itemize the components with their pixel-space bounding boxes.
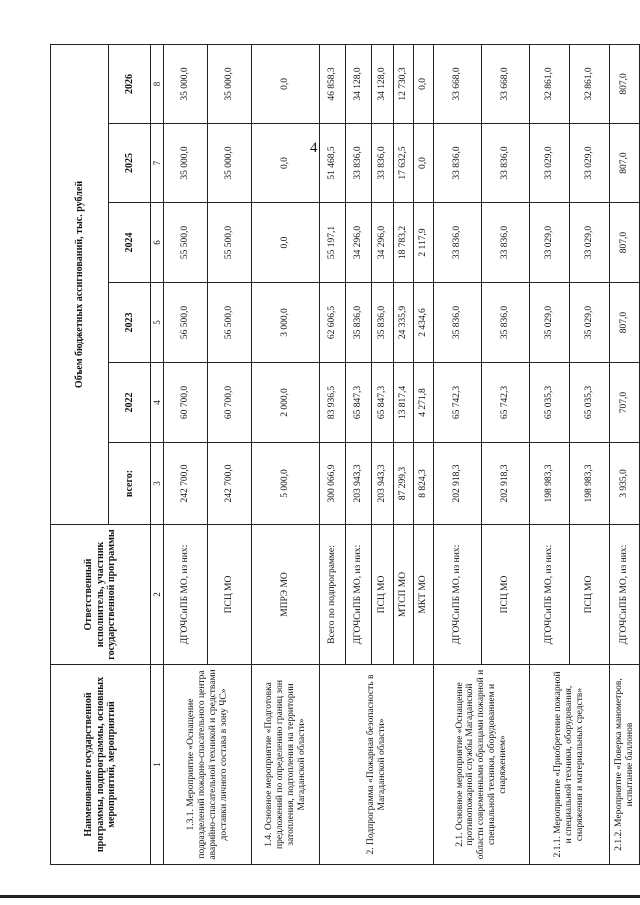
- amount-cell: 35 836,0: [482, 283, 530, 363]
- amount-cell: 60 700,0: [208, 363, 252, 443]
- executor-cell: МКТ МО: [414, 525, 434, 665]
- rotated-table-wrapper: [50, 45, 635, 865]
- amount-cell: 33 836,0: [372, 124, 394, 203]
- amount-cell: 65 847,3: [346, 363, 372, 443]
- amount-cell: 203 943,3: [346, 443, 372, 525]
- amount-cell: 56 500,0: [208, 283, 252, 363]
- amount-cell: 35 836,0: [372, 283, 394, 363]
- amount-cell: 55 500,0: [164, 203, 208, 283]
- executor-cell: ПСЦ МО: [570, 525, 610, 665]
- budget-table: [50, 44, 640, 865]
- amount-cell: 33 029,0: [530, 203, 570, 283]
- amount-cell: 33 668,0: [482, 44, 530, 123]
- amount-cell: 87 299,3: [394, 443, 414, 525]
- activity-name: 2.1. Основное мероприятие «Оснащение противопожарной службы Магаданской области современными образцами пожарной и специальной техники, оборудованием и снаряжением»: [434, 665, 530, 865]
- header-year: 2023: [109, 283, 151, 363]
- executor-cell: Всего по подпрограмме:: [320, 525, 346, 665]
- table-body: [164, 44, 640, 864]
- amount-cell: 202 918,3: [434, 443, 482, 525]
- amount-cell: 0,0: [252, 44, 320, 123]
- amount-cell: 35 029,0: [530, 283, 570, 363]
- amount-cell: 33 836,0: [346, 124, 372, 203]
- amount-cell: 2 000,0: [252, 363, 320, 443]
- header-year: 2025: [109, 124, 151, 203]
- amount-cell: 18 783,2: [394, 203, 414, 283]
- table-row: [530, 44, 570, 864]
- executor-cell: ДГОЧСиПБ МО, из них:: [610, 525, 640, 665]
- executor-cell: ПСЦ МО: [372, 525, 394, 665]
- amount-cell: 51 468,5: [320, 124, 346, 203]
- amount-cell: 56 500,0: [164, 283, 208, 363]
- amount-cell: 807,0: [610, 203, 640, 283]
- activity-name: 2. Подпрограмма «Пожарная безопасность в Магаданской области»: [320, 665, 434, 865]
- activity-name: 2.1.1. Мероприятие «Приобретение пожарной и специальной техники, оборудования, снаряжения и материальных средств»: [530, 665, 610, 865]
- header-executor: Ответственный исполнитель, участник государственной программы: [51, 525, 151, 665]
- amount-cell: 0,0: [252, 124, 320, 203]
- amount-cell: 807,0: [610, 124, 640, 203]
- amount-cell: 65 035,3: [530, 363, 570, 443]
- column-index: 2: [151, 525, 164, 665]
- column-index: 1: [151, 665, 164, 865]
- amount-cell: 33 029,0: [570, 203, 610, 283]
- amount-cell: 5 000,0: [252, 443, 320, 525]
- amount-cell: 83 936,5: [320, 363, 346, 443]
- header-year: 2026: [109, 44, 151, 123]
- amount-cell: 65 847,3: [372, 363, 394, 443]
- column-index-row: [151, 44, 164, 864]
- amount-cell: 8 824,3: [414, 443, 434, 525]
- amount-cell: 62 606,5: [320, 283, 346, 363]
- amount-cell: 34 296,0: [372, 203, 394, 283]
- column-index: 3: [151, 443, 164, 525]
- amount-cell: 35 836,0: [346, 283, 372, 363]
- amount-cell: 35 836,0: [434, 283, 482, 363]
- amount-cell: 35 029,0: [570, 283, 610, 363]
- amount-cell: 707,0: [610, 363, 640, 443]
- amount-cell: 55 197,1: [320, 203, 346, 283]
- executor-cell: ДГОЧСиПБ МО, из них:: [530, 525, 570, 665]
- amount-cell: 17 632,5: [394, 124, 414, 203]
- amount-cell: 33 836,0: [434, 124, 482, 203]
- column-index: 8: [151, 44, 164, 123]
- amount-cell: 0,0: [414, 124, 434, 203]
- amount-cell: 242 700,0: [164, 443, 208, 525]
- amount-cell: 807,0: [610, 283, 640, 363]
- amount-cell: 33 836,0: [434, 203, 482, 283]
- header-year: 2022: [109, 363, 151, 443]
- amount-cell: 33 029,0: [570, 124, 610, 203]
- amount-cell: 34 128,0: [372, 44, 394, 123]
- header-budget: Объем бюджетных ассигнований, тыс. рублей: [51, 44, 109, 524]
- executor-cell: ДГОЧСиПБ МО, из них:: [164, 525, 208, 665]
- activity-name: 1.3.1. Мероприятие «Оснащение подразделений пожарно-спасательного центра аварийно-спасательной техникой и средствами доставки личного состава в зону ЧС»: [164, 665, 252, 865]
- page-number: 4: [310, 140, 318, 156]
- amount-cell: 203 943,3: [372, 443, 394, 525]
- amount-cell: 807,0: [610, 44, 640, 123]
- column-index: 6: [151, 203, 164, 283]
- amount-cell: 55 500,0: [208, 203, 252, 283]
- amount-cell: 34 128,0: [346, 44, 372, 123]
- amount-cell: 13 817,4: [394, 363, 414, 443]
- amount-cell: 35 000,0: [164, 44, 208, 123]
- amount-cell: 33 668,0: [434, 44, 482, 123]
- executor-cell: МТСП МО: [394, 525, 414, 665]
- amount-cell: 33 836,0: [482, 124, 530, 203]
- amount-cell: 33 029,0: [530, 124, 570, 203]
- amount-cell: 65 035,3: [570, 363, 610, 443]
- executor-cell: ДГОЧСиПБ МО, из них:: [434, 525, 482, 665]
- amount-cell: 34 296,0: [346, 203, 372, 283]
- table-row: [434, 44, 482, 864]
- amount-cell: 46 858,3: [320, 44, 346, 123]
- amount-cell: 32 861,0: [530, 44, 570, 123]
- header-year: 2024: [109, 203, 151, 283]
- amount-cell: 0,0: [414, 44, 434, 123]
- column-index: 7: [151, 124, 164, 203]
- amount-cell: 65 742,3: [482, 363, 530, 443]
- table-row: [164, 44, 208, 864]
- amount-cell: 24 335,9: [394, 283, 414, 363]
- header-total: всего:: [109, 443, 151, 525]
- activity-name: 1.4. Основное мероприятие «Подготовка предложений по определению границ зон затопления, подтопления на территории Магаданской области»: [252, 665, 320, 865]
- amount-cell: 198 983,3: [530, 443, 570, 525]
- amount-cell: 2 117,9: [414, 203, 434, 283]
- amount-cell: 242 700,0: [208, 443, 252, 525]
- executor-cell: МПРЭ МО: [252, 525, 320, 665]
- table-row: [320, 44, 346, 864]
- column-index: 4: [151, 363, 164, 443]
- amount-cell: 202 918,3: [482, 443, 530, 525]
- executor-cell: ПСЦ МО: [208, 525, 252, 665]
- table-row: [252, 44, 320, 864]
- amount-cell: 35 000,0: [164, 124, 208, 203]
- amount-cell: 198 983,3: [570, 443, 610, 525]
- amount-cell: 12 730,3: [394, 44, 414, 123]
- amount-cell: 4 271,8: [414, 363, 434, 443]
- amount-cell: 35 000,0: [208, 124, 252, 203]
- amount-cell: 3 000,0: [252, 283, 320, 363]
- amount-cell: 35 000,0: [208, 44, 252, 123]
- column-index: 5: [151, 283, 164, 363]
- amount-cell: 2 434,6: [414, 283, 434, 363]
- amount-cell: 65 742,3: [434, 363, 482, 443]
- header-name: Наименование государственной программы, подпрограммы, основных мероприятий, мероприятий: [51, 665, 151, 865]
- amount-cell: 32 861,0: [570, 44, 610, 123]
- executor-cell: ПСЦ МО: [482, 525, 530, 665]
- amount-cell: 0,0: [252, 203, 320, 283]
- scan-edge-line: [0, 895, 640, 898]
- amount-cell: 60 700,0: [164, 363, 208, 443]
- table-row: [610, 44, 640, 864]
- executor-cell: ДГОЧСиПБ МО, из них:: [346, 525, 372, 665]
- amount-cell: 300 066,9: [320, 443, 346, 525]
- amount-cell: 33 836,0: [482, 203, 530, 283]
- activity-name: 2.1.2. Мероприятие «Поверка манометров, испытание баллонов: [610, 665, 640, 865]
- amount-cell: 3 935,0: [610, 443, 640, 525]
